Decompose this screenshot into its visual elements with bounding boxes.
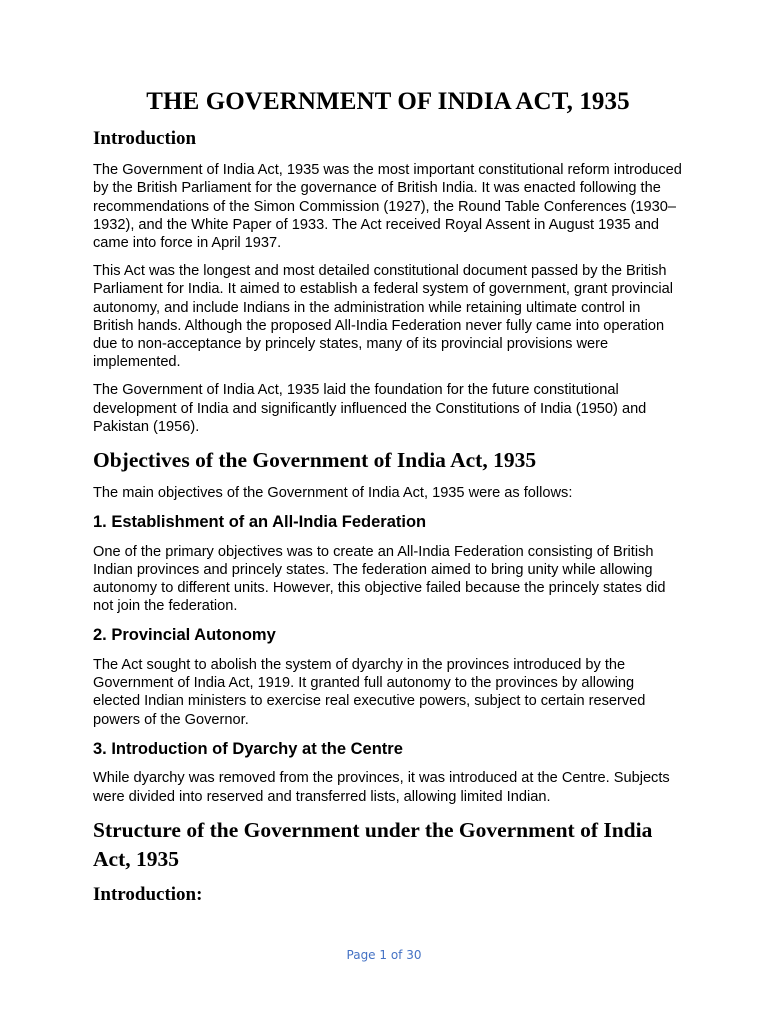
objective-1-text: One of the primary objectives was to create an All-India Federation consisting of British Indian provinces and princely states. The federation aimed to bring unity while allowing autonomy to different units. However, this objective failed because the princely states did not join the federation. <box>93 543 666 615</box>
intro-paragraph-2: This Act was the longest and most detailed constitutional document passed by the British Parliament for India. It aimed to establish a federal system of government, grant provincial autonomy, and include Indians in the administration while retaining ultimate control in British hands. Although the proposed All-India Federation never fully came into operation due to non-acceptance by princely states, many of its provincial provisions were implemented. <box>93 263 673 371</box>
objective-2-heading: 2. Provincial Autonomy <box>93 626 276 645</box>
structure-heading: Structure of the Government under the Government of India Act, 1935 <box>93 817 653 872</box>
objective-2-text: The Act sought to abolish the system of dyarchy in the provinces introduced by the Government of India Act, 1919. It granted full autonomy to the provinces by allowing elected Indian ministers to exercise real executive powers, subject to certain reserved powers of the Governor. <box>93 656 646 728</box>
objective-1-heading: 1. Establishment of an All-India Federation <box>93 512 427 531</box>
structure-introduction-heading: Introduction: <box>93 884 203 906</box>
objectives-heading: Objectives of the Government of India Act, 1935 <box>93 448 537 473</box>
document-page <box>93 86 683 918</box>
intro-paragraph-3: The Government of India Act, 1935 laid the foundation for the future constitutional development of India and significantly influenced the Constitutions of India (1950) and Pakistan (1956). <box>93 382 647 435</box>
objectives-lead: The main objectives of the Government of India Act, 1935 were as follows: <box>93 484 573 501</box>
objective-3-text: While dyarchy was removed from the provinces, it was introduced at the Centre. Subjects were divided into reserved and transferred lists, allowing limited Indian. <box>93 770 670 805</box>
objective-3-heading: 3. Introduction of Dyarchy at the Centre <box>93 739 403 758</box>
intro-paragraph-1: The Government of India Act, 1935 was the most important constitutional reform introduced by the British Parliament for the governance of British India. It was enacted following the recommendations of the Simon Commission (1927), the Round Table Conferences (1930–1932), and the White Paper of 1933. The Act received Royal Assent in August 1935 and came into force in April 1937. <box>93 162 682 251</box>
page-number-footer: Page 1 of 30 <box>346 948 422 962</box>
document-title: THE GOVERNMENT OF INDIA ACT, 1935 <box>146 88 630 115</box>
introduction-heading: Introduction <box>93 127 197 149</box>
